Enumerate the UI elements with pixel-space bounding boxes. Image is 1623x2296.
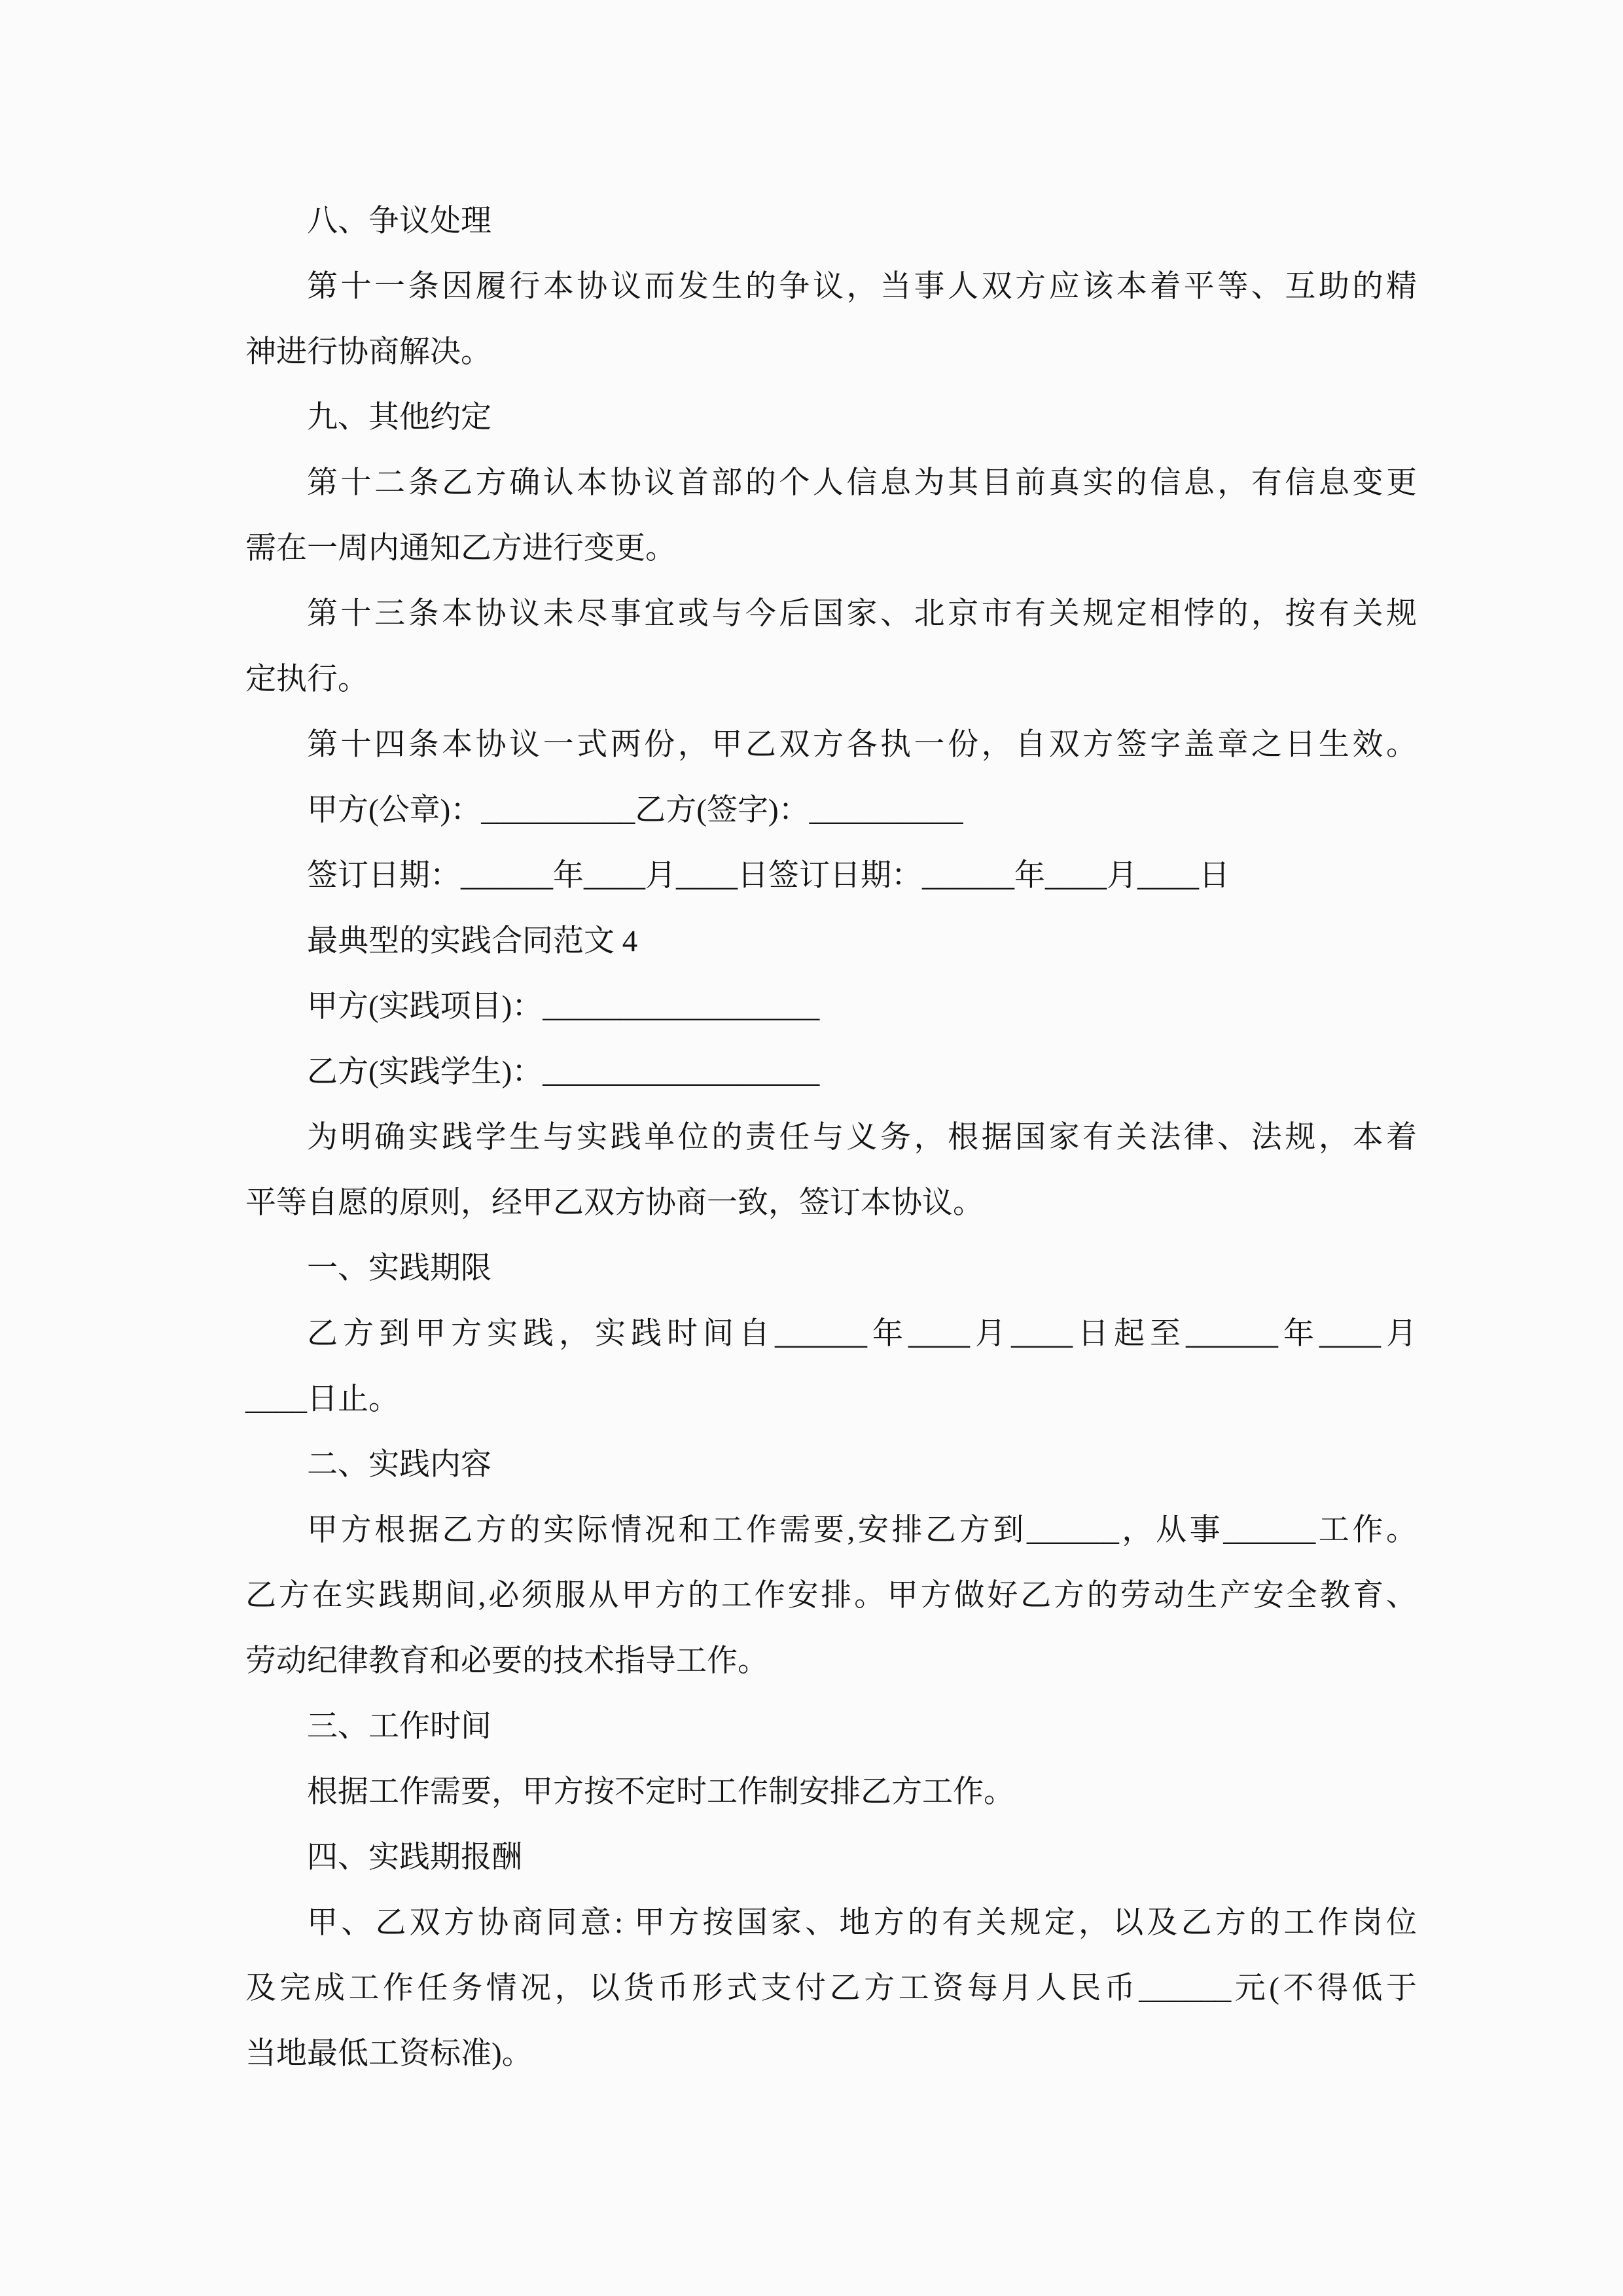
text-line: 平等自愿的原则，经甲乙双方协商一致，签订本协议。 [245, 1186, 984, 1220]
text-line: 定执行。 [245, 662, 368, 696]
text-line: 第十二条乙方确认本协议首部的个人信息为其目前真实的信息，有信息变更 [307, 466, 1417, 500]
text-line: 神进行协商解决。 [245, 335, 491, 369]
text-line: ____日止。 [245, 1382, 399, 1416]
text-line: 当地最低工资标准)。 [245, 2037, 533, 2071]
text-line: 三、工作时间 [307, 1710, 491, 1744]
text-line: 八、争议处理 [307, 204, 491, 238]
text-line: 为明确实践学生与实践单位的责任与义务，根据国家有关法律、法规，本着 [307, 1121, 1417, 1155]
text-line: 九、其他约定 [307, 401, 491, 435]
text-line: 乙方在实践期间,必须服从甲方的工作安排。甲方做好乙方的劳动生产安全教育、 [245, 1579, 1417, 1613]
text-line: 甲、乙双方协商同意: 甲方按国家、地方的有关规定，以及乙方的工作岗位 [307, 1906, 1417, 1940]
text-line: 甲方(实践项目)：__________________ [307, 990, 820, 1024]
text-line: 第十四条本协议一式两份，甲乙双方各执一份，自双方签字盖章之日生效。 [307, 728, 1417, 762]
text-line: 甲方(公章)：__________乙方(签字)：__________ [307, 793, 963, 827]
text-line: 乙方(实践学生)：__________________ [307, 1055, 820, 1089]
text-line: 最典型的实践合同范文 4 [307, 924, 638, 958]
text-line: 签订日期：______年____月____日签订日期：______年____月____日 [307, 859, 1230, 893]
document-body [245, 188, 1417, 2087]
text-line: 根据工作需要，甲方按不定时工作制安排乙方工作。 [307, 1775, 1014, 1809]
text-line: 二、实践内容 [307, 1448, 491, 1482]
text-line: 第十一条因履行本协议而发生的争议，当事人双方应该本着平等、互助的精 [307, 270, 1417, 304]
text-line: 乙方到甲方实践，实践时间自______年____月____日起至______年____月 [307, 1317, 1417, 1351]
text-line: 及完成工作任务情况，以货币形式支付乙方工资每月人民币______元(不得低于 [245, 1971, 1417, 2005]
text-line: 第十三条本协议未尽事宜或与今后国家、北京市有关规定相悖的，按有关规 [307, 597, 1417, 631]
text-line: 甲方根据乙方的实际情况和工作需要,安排乙方到______，从事______工作。 [307, 1513, 1417, 1547]
text-line: 需在一周内通知乙方进行变更。 [245, 531, 676, 565]
text-line: 劳动纪律教育和必要的技术指导工作。 [245, 1644, 768, 1678]
text-line: 一、实践期限 [307, 1251, 491, 1285]
text-line: 四、实践期报酬 [307, 1840, 522, 1874]
